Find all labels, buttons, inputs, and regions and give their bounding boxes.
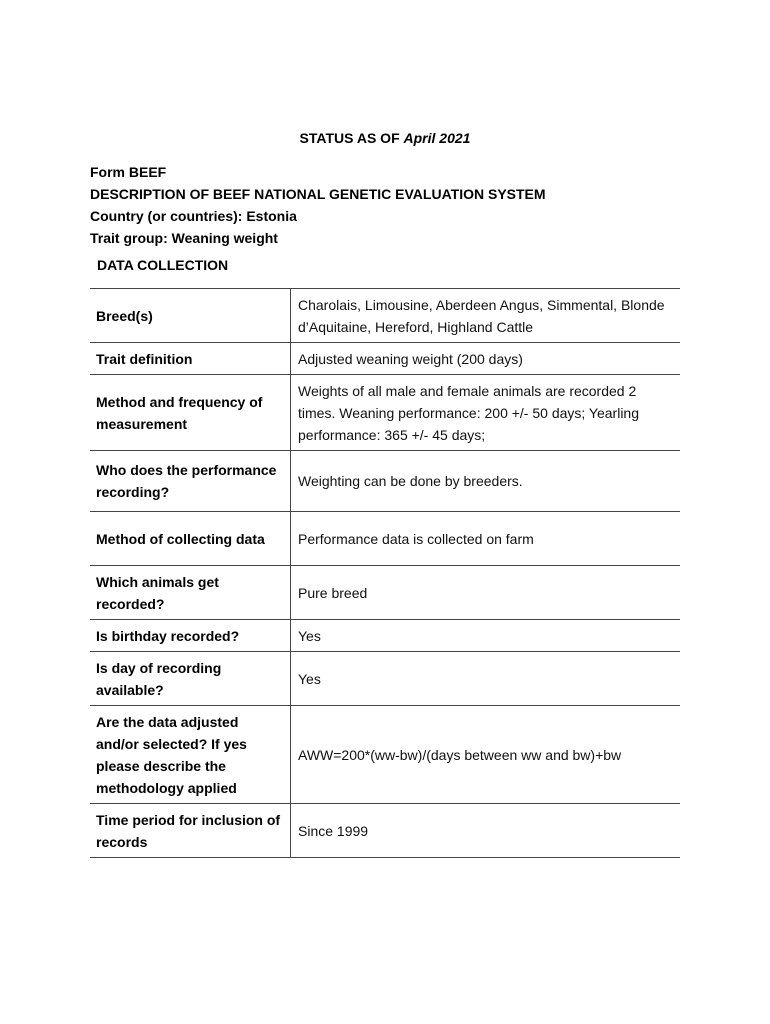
country-line: Country (or countries): Estonia: [90, 208, 297, 224]
row-value: Weights of all male and female animals are recorded 2 times. Weaning performance: 200 +/- 50 days; Yearling performance: 365 +/- 45 days;: [291, 375, 681, 451]
status-prefix: STATUS AS OF: [299, 130, 400, 146]
row-label: Method and frequency of measurement: [90, 375, 291, 451]
row-value: Yes: [291, 652, 681, 706]
row-label: Is birthday recorded?: [90, 620, 291, 652]
row-value: Weighting can be done by breeders.: [291, 451, 681, 512]
row-value: Yes: [291, 620, 681, 652]
form-description: DESCRIPTION OF BEEF NATIONAL GENETIC EVALUATION SYSTEM: [90, 186, 546, 202]
form-header: [90, 161, 690, 249]
table-row: [90, 451, 680, 512]
row-label: Which animals get recorded?: [90, 566, 291, 620]
table-row: [90, 804, 680, 858]
form-name: Form BEEF: [90, 164, 167, 180]
row-value: Charolais, Limousine, Aberdeen Angus, Simmental, Blonde d’Aquitaine, Hereford, Highland Cattle: [291, 289, 681, 343]
row-label: Trait definition: [90, 343, 291, 375]
data-collection-table: [90, 288, 680, 858]
status-date: April 2021: [403, 130, 471, 146]
row-label: Who does the performance recording?: [90, 451, 291, 512]
row-label: Time period for inclusion of records: [90, 804, 291, 858]
table-row: [90, 652, 680, 706]
row-label: Method of collecting data: [90, 512, 291, 566]
table-row: [90, 566, 680, 620]
status-heading: [0, 130, 770, 146]
table-row: [90, 375, 680, 451]
trait-group-line: Trait group: Weaning weight: [90, 230, 278, 246]
row-value: Pure breed: [291, 566, 681, 620]
row-label: Is day of recording available?: [90, 652, 291, 706]
table-row: [90, 289, 680, 343]
row-value: AWW=200*(ww-bw)/(days between ww and bw)+bw: [291, 706, 681, 804]
row-label: Breed(s): [90, 289, 291, 343]
table-row: [90, 706, 680, 804]
row-value: Since 1999: [291, 804, 681, 858]
row-label: Are the data adjusted and/or selected? If yes please describe the methodology applied: [90, 706, 291, 804]
table-row: [90, 512, 680, 566]
table-row: [90, 343, 680, 375]
table-row: [90, 620, 680, 652]
row-value: Performance data is collected on farm: [291, 512, 681, 566]
section-title: DATA COLLECTION: [97, 257, 229, 273]
row-value: Adjusted weaning weight (200 days): [291, 343, 681, 375]
